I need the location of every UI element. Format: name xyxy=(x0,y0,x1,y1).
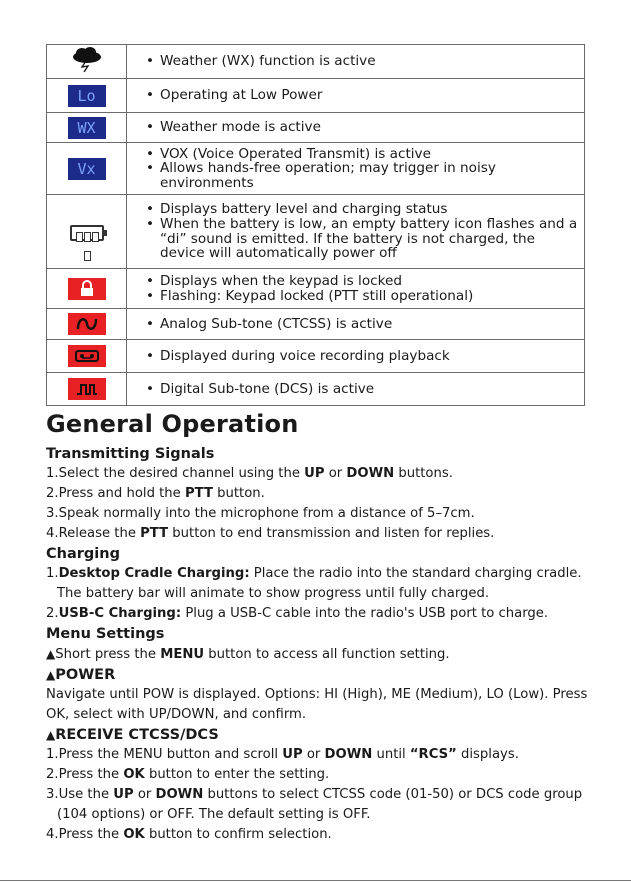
subsection-heading: Charging xyxy=(46,546,120,562)
row-text: • Flashing: Keypad locked (PTT still operational) xyxy=(146,289,578,304)
step: 2.Press the OK button to enter the setting. xyxy=(46,767,330,782)
row-text: • Operating at Low Power xyxy=(146,88,578,103)
weather-mode-icon: WX xyxy=(68,117,106,139)
recording-tape-icon xyxy=(68,345,106,367)
step: 1.Press the MENU button and scroll UP or DOWN until “RCS” displays. xyxy=(46,747,519,762)
icon-row xyxy=(47,45,585,79)
triangle-icon: ▲ xyxy=(46,647,56,661)
subsection-heading: ▲RECEIVE CTCSS/DCS xyxy=(46,727,219,743)
step: 4.Press the OK button to confirm selection. xyxy=(46,827,332,842)
icon-row xyxy=(47,269,585,309)
row-text: • Displays when the keypad is locked xyxy=(146,274,578,289)
icon-row xyxy=(47,143,585,195)
step: 1.Desktop Cradle Charging: Place the radio into the standard charging cradle. The battery bar will animate to show progress until fully charged. xyxy=(46,566,582,601)
general-operation-section xyxy=(46,410,591,845)
power-description: Navigate until POW is displayed. Options: HI (High), ME (Medium), LO (Low). Press OK, select with UP/DOWN, and confirm. xyxy=(46,687,588,722)
row-text: • Weather mode is active xyxy=(146,120,578,135)
low-power-icon: Lo xyxy=(68,85,106,107)
step: 1.Select the desired channel using the UP or DOWN buttons. xyxy=(46,466,453,481)
step: 4.Release the PTT button to end transmission and listen for replies. xyxy=(46,526,495,541)
step: 3.Use the UP or DOWN buttons to select CTCSS code (01-50) or DCS code group (104 options) or OFF. The default setting is OFF. xyxy=(46,787,583,822)
row-text: • Displays battery level and charging status xyxy=(146,202,578,217)
step: 3.Speak normally into the microphone from a distance of 5–7cm. xyxy=(46,506,475,521)
icon-row xyxy=(47,309,585,340)
icon-row xyxy=(47,79,585,113)
vox-icon: Vx xyxy=(68,158,106,180)
subsection-heading: Menu Settings xyxy=(46,626,165,642)
step: 2.USB-C Charging: Plug a USB-C cable into the radio's USB port to charge. xyxy=(46,606,549,621)
triangle-icon: ▲ xyxy=(46,728,56,742)
row-text: • Analog Sub-tone (CTCSS) is active xyxy=(146,317,578,332)
icon-row xyxy=(47,373,585,406)
row-text: • Digital Sub-tone (DCS) is active xyxy=(146,382,578,397)
subsection-heading: ▲POWER xyxy=(46,667,116,683)
section-title: General Operation xyxy=(46,410,299,438)
triangle-icon: ▲ xyxy=(46,668,56,682)
row-text: • Displayed during voice recording playback xyxy=(146,349,578,364)
keypad-lock-icon xyxy=(68,278,106,300)
icon-row xyxy=(47,195,585,269)
row-text: • VOX (Voice Operated Transmit) is active xyxy=(146,147,578,162)
icon-legend-table xyxy=(46,44,585,406)
row-text: • When the battery is low, an empty battery icon flashes and a “di” sound is emitted. If the battery is not charged, the device will automatically power off xyxy=(146,217,578,261)
row-text: • Allows hands-free operation; may trigger in noisy environments xyxy=(146,161,578,190)
subsection-heading: Transmitting Signals xyxy=(46,446,215,462)
page-bottom-rule xyxy=(0,880,631,881)
weather-cloud-icon xyxy=(70,47,104,73)
battery-icon xyxy=(70,225,104,241)
row-text: • Weather (WX) function is active xyxy=(146,54,578,69)
ctcss-wave-icon xyxy=(68,313,106,335)
icon-row xyxy=(47,340,585,373)
menu-instruction: ▲Short press the MENU button to access all function setting. xyxy=(46,647,450,662)
step: 2.Press and hold the PTT button. xyxy=(46,486,265,501)
dcs-digital-icon xyxy=(68,378,106,400)
icon-row xyxy=(47,113,585,143)
